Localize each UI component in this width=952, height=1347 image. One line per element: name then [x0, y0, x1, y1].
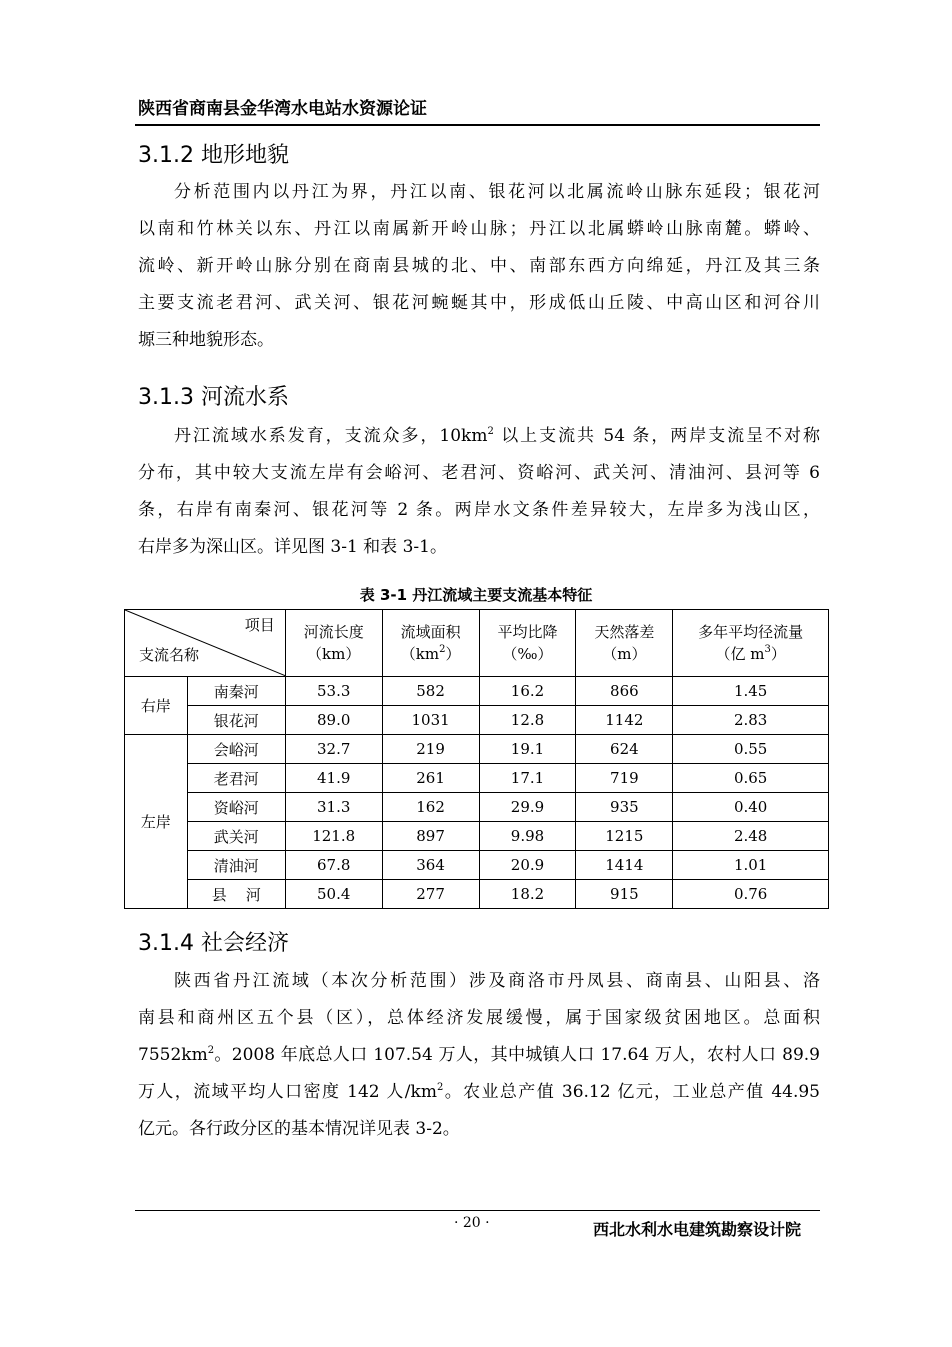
value-cell: 18.2 [479, 880, 576, 909]
column-header-runoff: 多年平均径流量 （亿 $m^3$） [673, 610, 829, 677]
paragraph-line: 丹江流域水系发育，支流众多，$10km^2$ 以上支流共 54 条，两岸支流呈不对称 [174, 426, 820, 446]
value-cell: 915 [576, 880, 673, 909]
bank-cell: 左岸 [125, 735, 188, 909]
value-cell: 19.1 [479, 735, 576, 764]
value-cell: 624 [576, 735, 673, 764]
section-heading-3-1-4: 3.1.4 社会经济 [138, 931, 289, 956]
value-cell: 219 [382, 735, 479, 764]
paragraph-line: 主要支流老君河、武关河、银花河蜿蜒其中，形成低山丘陵、中高山区和河谷川 [138, 293, 820, 313]
value-cell: 1.45 [673, 677, 829, 706]
paragraph-line: 分析范围内以丹江为界，丹江以南、银花河以北属流岭山脉东延段；银花河 [174, 182, 820, 202]
value-cell: 1142 [576, 706, 673, 735]
value-cell: 1.01 [673, 851, 829, 880]
table-row [125, 822, 829, 851]
paragraph-line: 条，右岸有南秦河、银花河等 2 条。两岸水文条件差异较大，左岸多为浅山区， [138, 500, 820, 520]
value-cell: 582 [382, 677, 479, 706]
value-cell: 53.3 [285, 677, 382, 706]
table-row [125, 735, 829, 764]
column-header-gradient: 平均比降 （‰） [479, 610, 576, 677]
footer-rule [135, 1210, 820, 1211]
value-cell: 29.9 [479, 793, 576, 822]
corner-label-item: 项目 [244, 616, 275, 634]
table-row [125, 706, 829, 735]
paragraph-line: 南县和商州区五个县（区），总体经济发展缓慢，属于国家级贫困地区。总面积 [138, 1008, 820, 1028]
value-cell: 0.76 [673, 880, 829, 909]
value-cell: 2.83 [673, 706, 829, 735]
value-cell: 41.9 [285, 764, 382, 793]
value-cell: 162 [382, 793, 479, 822]
value-cell: 866 [576, 677, 673, 706]
paragraph-line: $7552km^2$。2008 年底总人口 107.54 万人，其中城镇人口 17.64 万人，农村人口 89.9 [138, 1045, 820, 1065]
paragraph-terrain [138, 174, 820, 359]
document-header-title: 陕西省商南县金华湾水电站水资源论证 [138, 99, 427, 119]
value-cell: 364 [382, 851, 479, 880]
value-cell: 12.8 [479, 706, 576, 735]
value-cell: 277 [382, 880, 479, 909]
value-cell: 16.2 [479, 677, 576, 706]
value-cell: 20.9 [479, 851, 576, 880]
paragraph-line: 陕西省丹江流域（本次分析范围）涉及商洛市丹凤县、商南县、山阳县、洛 [174, 971, 820, 991]
column-header-length: 河流长度 （km） [285, 610, 382, 677]
value-cell: 0.40 [673, 793, 829, 822]
value-cell: 897 [382, 822, 479, 851]
value-cell: 261 [382, 764, 479, 793]
tributary-table [124, 609, 829, 909]
river-name-cell: 南秦河 [187, 677, 285, 706]
value-cell: 67.8 [285, 851, 382, 880]
paragraph-line: 以南和竹林关以东、丹江以南属新开岭山脉；丹江以北属蟒岭山脉南麓。蟒岭、 [138, 219, 820, 239]
footer-organization: 西北水利水电建筑勘察设计院 [593, 1220, 802, 1239]
table-header-row [125, 610, 829, 677]
paragraph-economy [138, 963, 820, 1148]
bank-cell: 右岸 [125, 677, 188, 735]
table-caption: 表 3-1 丹江流域主要支流基本特征 [359, 586, 593, 604]
table-corner-cell [125, 610, 286, 677]
river-name-cell: 老君河 [187, 764, 285, 793]
paragraph-line: 亿元。各行政分区的基本情况详见表 3-2。 [138, 1119, 460, 1139]
table-row [125, 793, 829, 822]
river-name-cell: 资峪河 [187, 793, 285, 822]
value-cell: 1215 [576, 822, 673, 851]
value-cell: 31.3 [285, 793, 382, 822]
river-name-cell: 银花河 [187, 706, 285, 735]
value-cell: 9.98 [479, 822, 576, 851]
paragraph-river-system [138, 418, 820, 566]
page-number: · 20 · [454, 1215, 490, 1231]
paragraph-line: 分布，其中较大支流左岸有会峪河、老君河、资峪河、武关河、清油河、县河等 6 [138, 463, 820, 483]
value-cell: 1031 [382, 706, 479, 735]
value-cell: 0.65 [673, 764, 829, 793]
section-heading-3-1-3: 3.1.3 河流水系 [138, 385, 289, 410]
value-cell: 719 [576, 764, 673, 793]
value-cell: 50.4 [285, 880, 382, 909]
value-cell: 17.1 [479, 764, 576, 793]
table-row [125, 764, 829, 793]
value-cell: 89.0 [285, 706, 382, 735]
value-cell: 32.7 [285, 735, 382, 764]
value-cell: 1414 [576, 851, 673, 880]
corner-label-tributary: 支流名称 [139, 646, 200, 664]
river-name-cell: 会峪河 [187, 735, 285, 764]
paragraph-line: 流岭、新开岭山脉分别在商南县城的北、中、南部东西方向绵延，丹江及其三条 [138, 256, 820, 276]
value-cell: 935 [576, 793, 673, 822]
paragraph-line: 万人，流域平均人口密度 142 人$/km^2$。农业总产值 36.12 亿元，工业总产值 44.95 [138, 1082, 821, 1102]
header-rule [135, 124, 820, 126]
river-name-cell: 县 河 [187, 880, 285, 909]
value-cell: 2.48 [673, 822, 829, 851]
river-name-cell: 清油河 [187, 851, 285, 880]
table-row [125, 880, 829, 909]
river-name-cell: 武关河 [187, 822, 285, 851]
table-row [125, 851, 829, 880]
section-heading-3-1-2: 3.1.2 地形地貌 [138, 143, 289, 168]
column-header-drop: 天然落差 （m） [576, 610, 673, 677]
value-cell: 0.55 [673, 735, 829, 764]
paragraph-line: 塬三种地貌形态。 [138, 330, 274, 350]
paragraph-line: 右岸多为深山区。详见图 3-1 和表 3-1。 [138, 537, 447, 557]
column-header-area: 流域面积 $(km^2)$ [382, 610, 479, 677]
table-row [125, 677, 829, 706]
value-cell: 121.8 [285, 822, 382, 851]
